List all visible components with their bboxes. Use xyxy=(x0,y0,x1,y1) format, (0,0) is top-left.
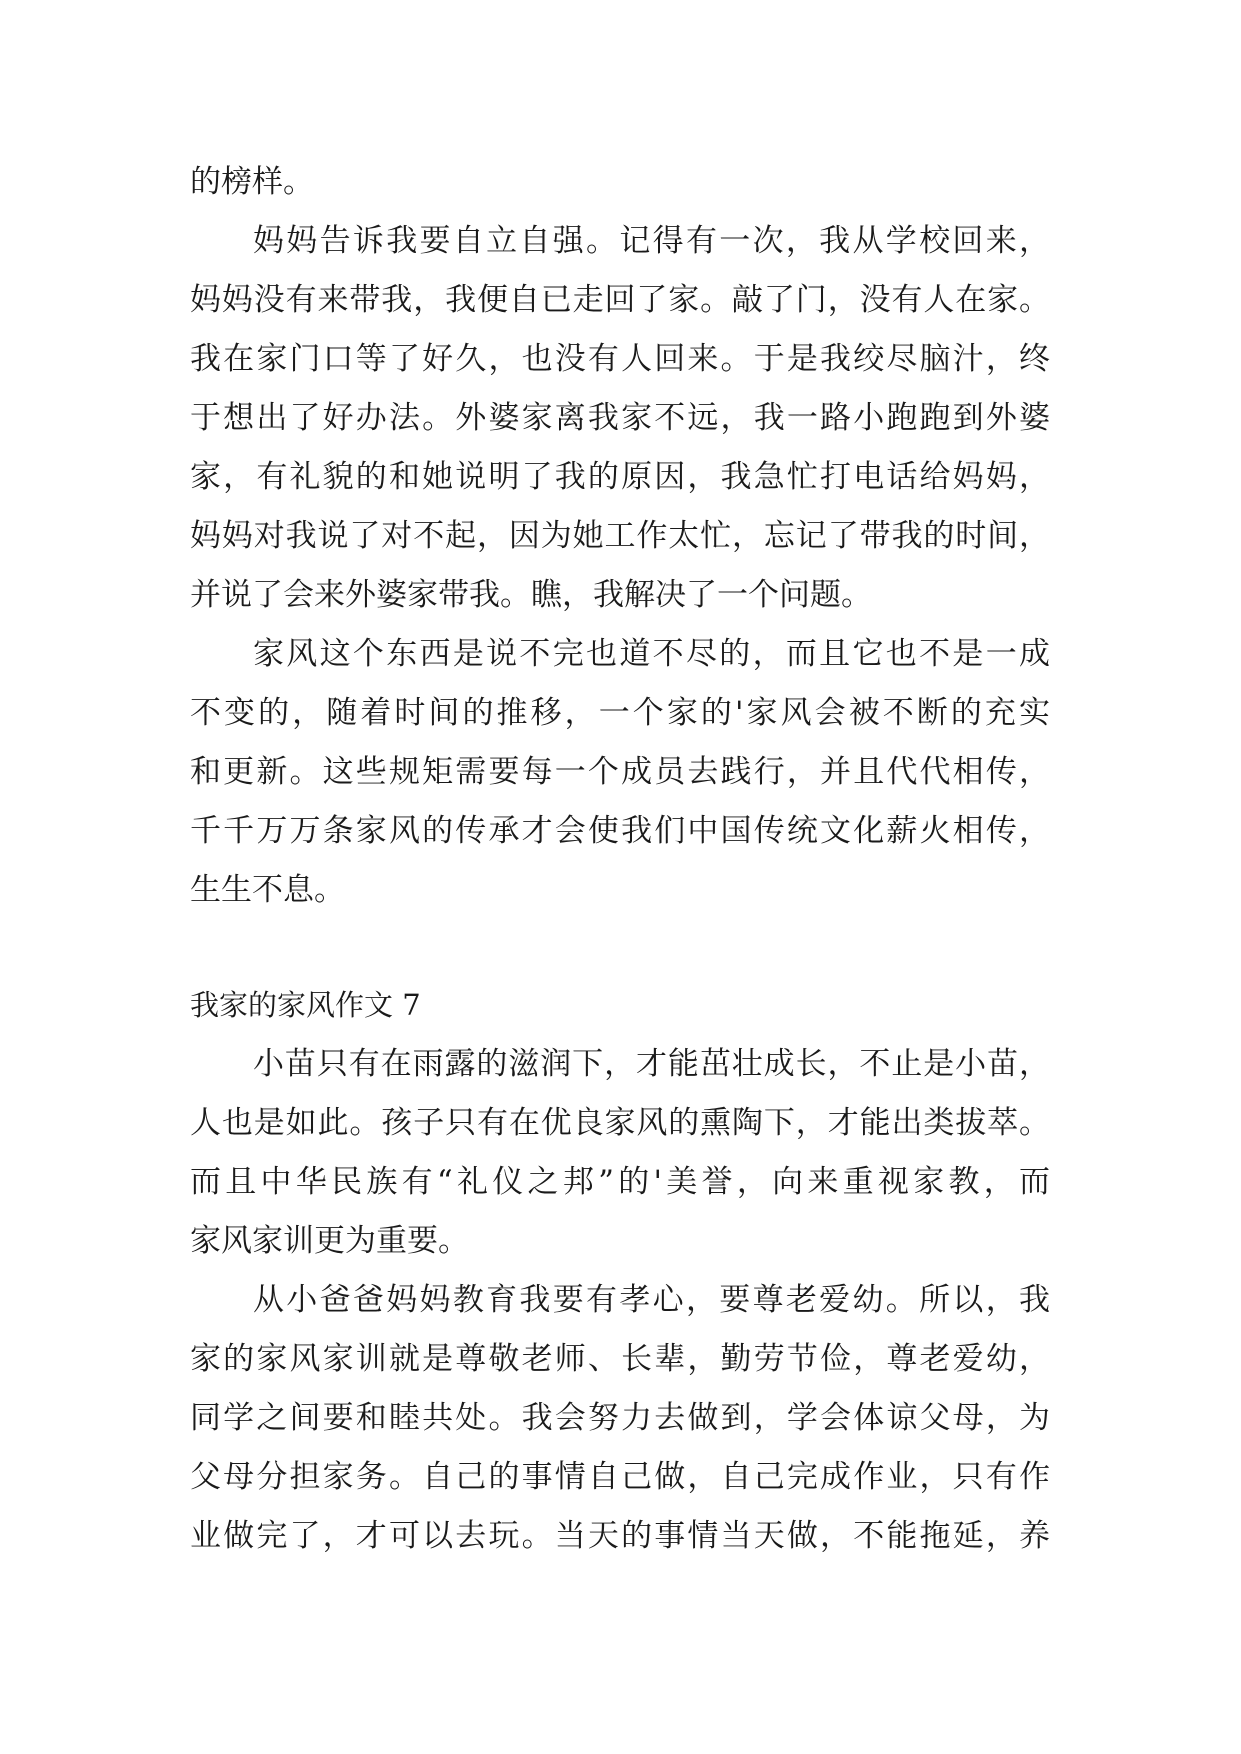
text-line: 家风家训更为重要。 xyxy=(190,1223,469,1259)
text-line: 从小爸爸妈妈教育我要有孝心，要尊老爱幼。所以，我 xyxy=(253,1282,1050,1318)
text-line: 和更新。这些规矩需要每一个成员去践行，并且代代相传， xyxy=(190,754,1050,790)
text-line: 家的家风家训就是尊敬老师、长辈，勤劳节俭，尊老爱幼， xyxy=(190,1341,1050,1377)
text-line: 妈妈告诉我要自立自强。记得有一次，我从学校回来， xyxy=(253,223,1050,259)
text-line: 生生不息。 xyxy=(190,872,345,908)
text-line: 家风这个东西是说不完也道不尽的，而且它也不是一成 xyxy=(253,636,1050,672)
section-title: 我家的家风作文 7 xyxy=(190,988,421,1022)
text-line: 不变的，随着时间的推移，一个家的'家风会被不断的充实 xyxy=(190,695,1050,731)
text-line: 并说了会来外婆家带我。瞧，我解决了一个问题。 xyxy=(190,577,872,613)
text-line: 家，有礼貌的和她说明了我的原因，我急忙打电话给妈妈， xyxy=(190,459,1050,495)
text-line: 小苗只有在雨露的滋润下，才能茁壮成长，不止是小苗， xyxy=(253,1046,1050,1082)
text-line: 人也是如此。孩子只有在优良家风的熏陶下，才能出类拔萃。 xyxy=(190,1105,1050,1141)
text-line: 父母分担家务。自己的事情自己做，自己完成作业，只有作 xyxy=(190,1459,1050,1495)
text-line: 的榜样。 xyxy=(190,164,314,200)
text-line: 而且中华民族有“礼仪之邦”的'美誉，向来重视家教，而 xyxy=(190,1164,1050,1200)
text-line: 于想出了好办法。外婆家离我家不远，我一路小跑跑到外婆 xyxy=(190,400,1050,436)
text-line: 千千万万条家风的传承才会使我们中国传统文化薪火相传， xyxy=(190,813,1050,849)
text-line: 妈妈对我说了对不起，因为她工作太忙，忘记了带我的时间， xyxy=(190,518,1050,554)
text-line: 业做完了，才可以去玩。当天的事情当天做，不能拖延，养 xyxy=(190,1518,1050,1554)
text-line: 我在家门口等了好久，也没有人回来。于是我绞尽脑汁，终 xyxy=(190,341,1050,377)
text-line: 同学之间要和睦共处。我会努力去做到，学会体谅父母，为 xyxy=(190,1400,1050,1436)
text-line: 妈妈没有来带我，我便自已走回了家。敲了门，没有人在家。 xyxy=(190,282,1050,318)
